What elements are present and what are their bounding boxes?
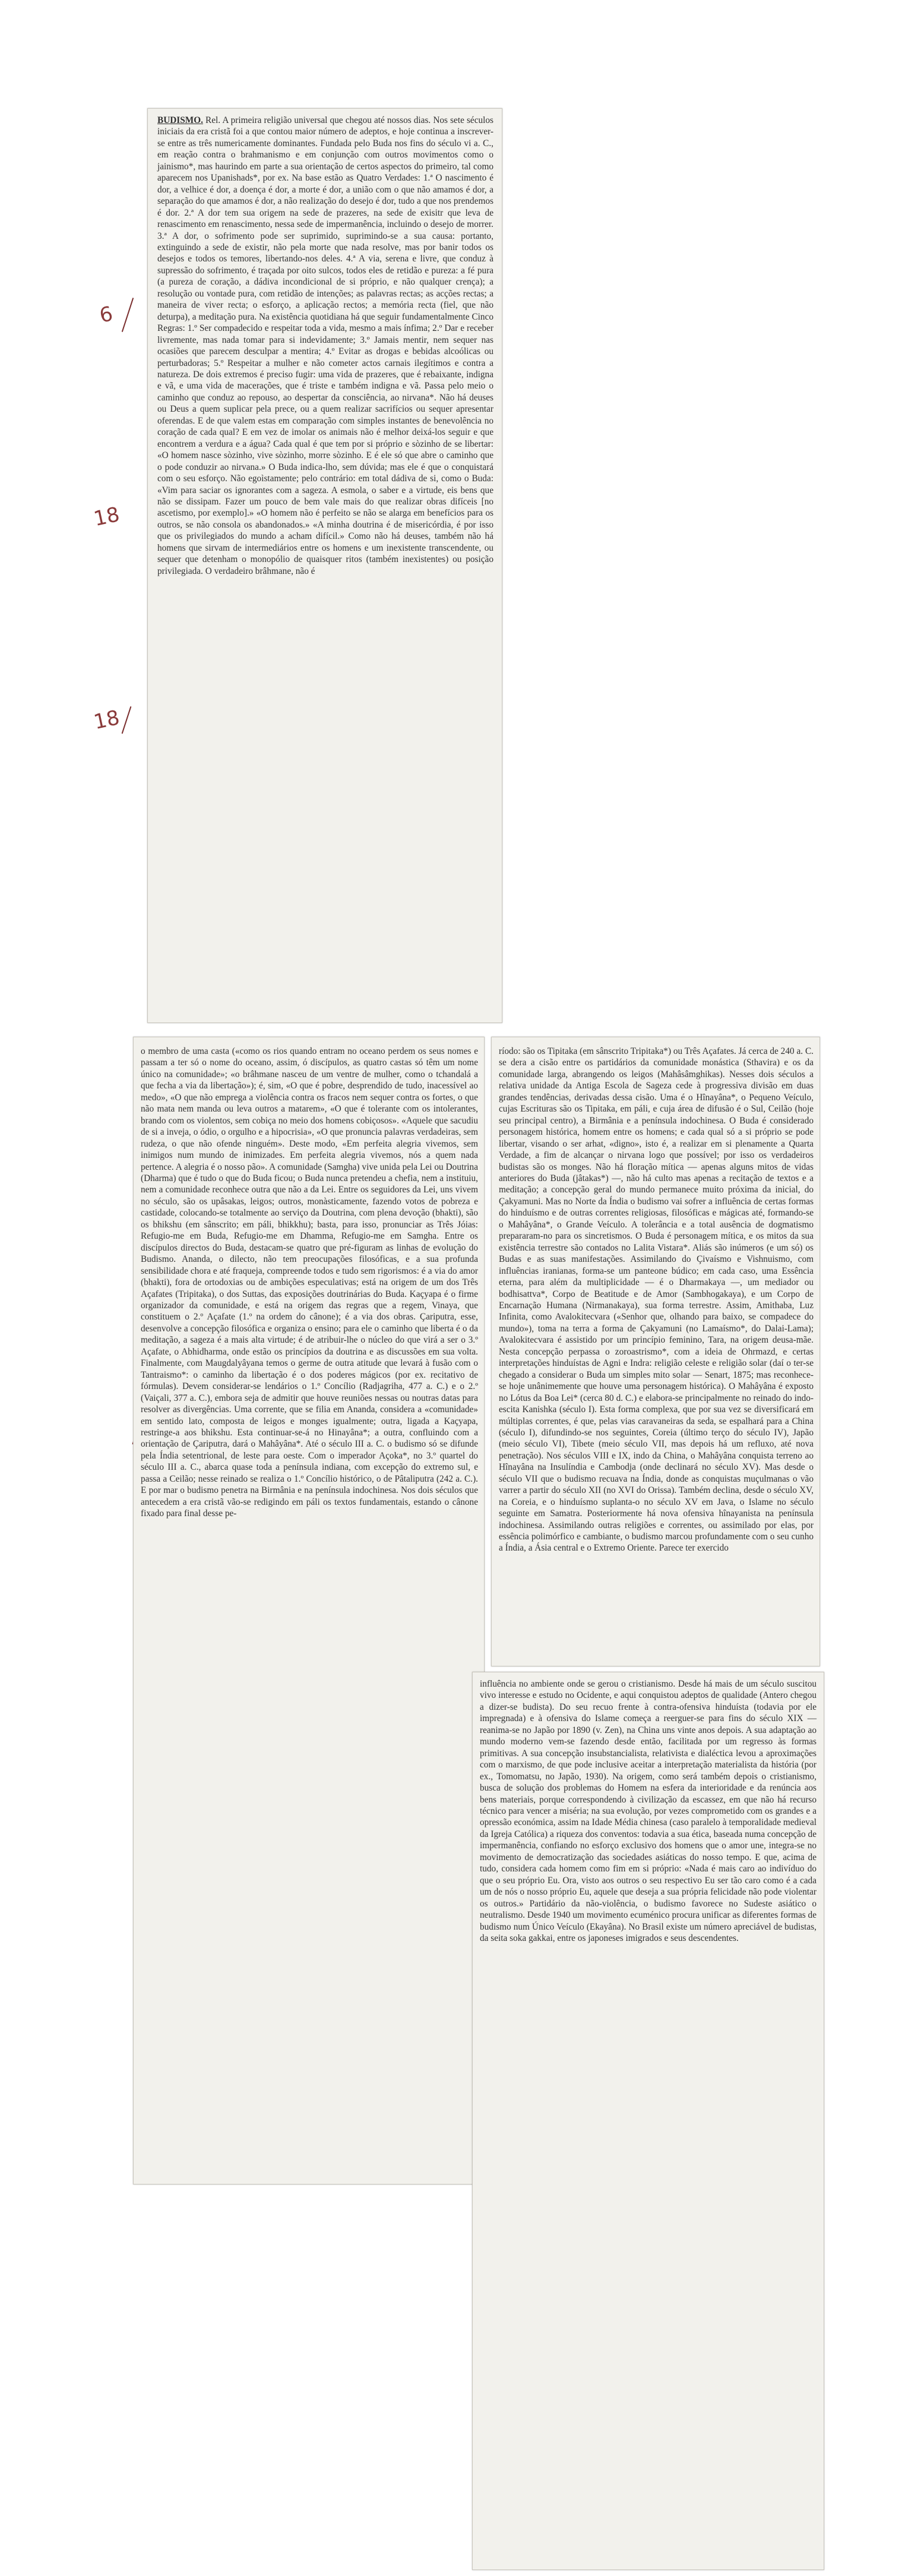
margin-stroke-1 xyxy=(122,298,134,332)
entry-paragraph-middle: ríodo: são os Tipitaka (em sânscrito Tripitaka*) ou Três Açafates. Já cerca de 240 a. C. se dera a cisão entre os partidários da comunidade monástica (Sthavira) e os da comunidade larga, abrangendo os leigos (Mahâsâmghikas). Nesses dois séculos a relativa unidade da Antiga Escola de Sageza cede à progressiva divisão em duas grandes tendências, derivadas dessa cisão. Uma é o Hînayâna*, o Pequeno Veículo, cujas Escrituras são os Tipitaka, em páli, e cuja área de difusão é o Sul, Ceilão (hoje seu principal centro), a Birmânia e a península indochinesa. O Buda é considerado personagem histórica, homem entre os homens; e cada qual só a si próprio se pode libertar, visando o ser arhat, «digno», isto é, a realizar em si plenamente a Quarta Verdade, a fim de alcançar o nirvana logo que possível; por isso os verdadeiros budistas são os monges. Não há floração mítica — apenas alguns mitos de vidas anteriores do Buda (jâtakas*) —, não há culto mas apenas a recitação de textos e a meditação; a concepção geral do mundo permanece muito próxima da inicial, do Çakyamuni. Mas no Norte da Índia o budismo vai sofrer a influência de certas formas do hinduísmo e de outras correntes religiosas, filosóficas e mágicas até, formando-se o Mahâyâna*, o Grande Veículo. A tolerância e a total ausência de dogmatismo prepararam-no para os sincretismos. O Buda é personagem mítica, e os mitos da sua existência terrestre são contados no Lalita Vistara*. Aliás são inúmeros (e um só) os Budas e as suas manifestações. Assimilando do Çivaísmo e Vishnuismo, com influências iranianas, forma-se um panteone búdico; em cada caso, uma Essência eterna, para além da multiplicidade — é o Dharmakaya —, um mediador ou bodhisattva*, Corpo de Beatitude e de Amor (Sambhogakaya), e um Corpo de Encarnação Humana (Nirmanakaya), sua forma terrestre. Assim, Amithaba, Luz Infinita, como Avalokitecvara («Senhor que, olhando para baixo, se compadece do mundo»), toma na terra a forma de Çakyamuni (no Lamaísmo*, do Dalai-Lama); Avalokitecvara é assistido por um princípio feminino, Tara, na origem deusa-mãe. Nesta concepção perpassa o zoroastrismo*, com a ideia de Ohrmazd, e certas interpretações hinduístas de Agni e Indra: religião celeste e religião solar (daí o ter-se chegado a considerar o Buda um simples mito solar — Senart, 1875; mas reconhece-se hoje unânimemente que houve uma personagem histórica). O Mahâyâna é exposto no Lótus da Boa Lei* (cerca 80 d. C.) e elabora-se principalmente no reinado do indo-escita Kanishka (século I). Esta forma complexa, que por sua vez se diversificará em múltiplas correntes, é que, pelas vias caravaneiras da seda, se espalhará para a China (século I), difundindo-se nos seguintes, Coreia (último terço do século IV), Japão (meio século VI), Tibete (meio século VII, mas depois há um refluxo, até nova penetração). Nos séculos VIII e IX, indo da China, o Mahâyâna conquista terreno ao Hînayâna na Insulíndia e Cambodja (onde declinará no século XV). Mas desde o século VII que o budismo recuava na Índia, donde as conquistas muçulmanas o vão varrer a partir do século XII (no XVI do Orissa). Também declina, desde o século XV, na Coreia, e o hinduísmo suplanta-o no século XV em Java, o Islame no século seguinte em Samatra. Posteriormente há nova ofensiva hînayanista na península indochinesa. Assimilando outras religiões e correntes, ou assimilado por elas, por essência polimórfico e cambiante, o budismo marcou profundamente com o seu cunho a Índia, a Ásia central e o Extremo Oriente. Parece ter exercido xyxy=(499,1046,814,1554)
margin-stroke-2 xyxy=(122,706,132,734)
margin-note-3: 18 xyxy=(91,705,122,735)
clipping-middle xyxy=(491,1037,820,1666)
margin-note-2: 18 xyxy=(91,502,122,532)
clipping-bottom xyxy=(472,1672,824,2570)
entry-paragraph-left: o membro de uma casta («como os rios quando entram no oceano perdem os seus nomes e passam a ter só o nome do oceano, assim, ó discípulos, as quatro castas só têm um nome único na comunidade»; «o brâhmane nasceu de um ventre de mulher, como o tchandalá a que fecha a via da libertação»); é, sim, «O que é pobre, desprendido de tudo, inacessível ao medo», «O que não emprega a violência contra os fracos nem sequer contra os fortes, o que não mata nem manda ou leva outros a matarem», «O que é tolerante com os intolerantes, brando com os violentos, sem cobiça no meio dos homens cobiçosos». «Aquele que sacudiu de si a inveja, o ódio, o orgulho e a hipocrisia», «O que pronuncia palavras verdadeiras, sem rudeza, o que não ofende ninguém». Deste modo, «Em perfeita alegria vivemos, sem inimigos num mundo de inimizades. Em perfeita alegria vivemos, nós a quem nada pertence. A alegria é o nosso pão». A comunidade (Samgha) vive unida pela Lei ou Doutrina (Dharma) que é tudo o que do Buda ficou; o Buda nunca pretendeu a chefia, nem a instituiu, nem a comunidade reconhece outra que não a da Lei. Entre os seguidores da Lei, uns vivem no século, são os upâsakas, leigos; outros, monàsticamente, fazendo votos de pobreza e castidade, colocando-se totalmente ao serviço da Doutrina, com plena devoção (bhakti), são os bhikshu (em sânscrito; em páli, bhikkhu); basta, para isso, pronunciar as Três Jóias: Refugio-me em Buda, Refugio-me em Dhamma, Refugio-me em Samgha. Entre os discípulos directos do Buda, destacam-se quatro que pré-figuram as linhas de evolução do Budismo. Ananda, o dilecto, não tem preocupações filosóficas, e a sua profunda sensibilidade chora e até fraqueja, compreende todos e tudo sem rigorismos: é a via do amor (bhakti), fora de ortodoxias ou de ambições especulativas; está na origem de um dos Três Açafates (Tripitaka), o dos Suttas, das exposições doutrinárias do Buda. Kaçyapa é o firme organizador da comunidade, e está na origem das regras que a regem, Vinaya, que constituem o 2.º Açafate (1.º na ordem do cânone); é a via dos obras. Çariputra, esse, desenvolve a concepção filosófica e organiza o ensino; para ele o caminho que liberta é o da meditação, a sageza é a mais alta virtude; é de atribuir-lhe o núcleo do que virá a ser o 3.º Açafate, o Abhidharma, onde estão os princípios da doutrina e as discussões em sua volta. Finalmente, com Maugdalyâyana temos o germe de outra atitude que levará à fusão com o Tantraismo*: o caminho da libertação é o dos poderes mágicos (por ex. recitativo de fórmulas). Devem considerar-se lendários o 1.º Concílio (Radjagriha, 477 a. C.) e o 2.º (Vaiçali, 377 a. C.), embora seja de admitir que houve reuniões nessas ou noutras datas para resolver as divergências. Uma corrente, que se filia em Ananda, considera a «comunidade» em sentido lato, composta de leigos e monges igualmente; outra, ligada a Kaçyapa, restringe-a aos bhikshu. Esta continuar-se-á no Hinayâna*; a outra, confluindo com a orientação de Çariputra, dará o Mahâyâna*. Até o século III a. C. o budismo só se difunde pela Índia setentrional, de leste para oeste. Com o imperador Açoka*, no 3.º quartel do século III a. C., abarca quase toda a península indiana, com excepção do extremo sul, e passa a Ceilão; nesse reinado se realiza o 1.º Concílio histórico, o de Pâtaliputra (242 a. C.). E por mar o budismo penetra na Birmânia e na península indochinesa. Nos dois séculos que antecedem a era cristã vão-se redigindo em páli os textos fundamentais, estando o cânone fixado para final desse pe- xyxy=(141,1046,478,1519)
entry-paragraph-bottom: influência no ambiente onde se gerou o cristianismo. Desde há mais de um século suscitou vivo interesse e estudo no Ocidente, e aqui conquistou adeptos de qualidade (Antero chegou a dizer-se budista). Do seu recuo frente à contra-ofensiva hinduísta (todavia por ele impregnada) e à ofensiva do Islame começa a reerguer-se para fins do século XIX — reanima-se no Japão por 1890 (v. Zen), na China uns vinte anos depois. A sua adaptação ao mundo moderno vem-se fazendo desde então, facilitada por um regresso às formas primitivas. A sua concepção insubstancialista, relativista e dialéctica levou a aproximações com o marxismo, de que pode inclusive aceitar a interpretação materialista da história (por ex., Tomomatsu, no Japão, 1930). Na origem, como será também depois o cristianismo, busca de solução dos problemas do Homem na esfera da interioridade e da renúncia aos bens materiais, porque correspondendo à civilização da escassez, em que não há recurso técnico para vencer a miséria; na sua evolução, por vezes comprometido com os grandes e a opressão económica, assim na Idade Média chinesa (caso paralelo à temporalidade medieval da Igreja Católica) a riqueza dos conventos: todavia a sua ética, baseada numa concepção de impermanência, confiando no esforço exclusivo dos homens que o amor une, integra-se no movimento de democratização das sociedades asiáticas do nosso tempo. E que, acima de tudo, considera cada homem como fim em si próprio: «Nada é mais caro ao indivíduo do que o seu próprio Eu. Ora, visto aos outros o seu respectivo Eu ser tão caro como é a cada um de nós o nosso próprio Eu, aquele que deseja a sua própria felicidade não pode violentar os outros.» Partidário da não-violência, o budismo favorece no Sudeste asiático o neutralismo. Desde 1940 um movimento ecuménico procura unificar as diferentes formas de budismo num Único Veículo (Ekayâna). No Brasil existe um número apreciável de budistas, da seita soka gakkai, entre os japoneses imigrados e seus descendentes. xyxy=(480,1679,817,1943)
entry-paragraph-top xyxy=(157,115,493,577)
clipping-top xyxy=(147,108,502,1023)
clipping-left xyxy=(133,1037,485,2184)
entry-text-top: Rel. A primeira religião universal que chegou até nossos dias. Nos sete séculos iniciais da era cristã foi a que contou maior número de adeptos, e hoje continua a inscrever-se entre as três numericamente dominantes. Fundada pelo Buda nos fins do século vi a. C., em reação contra o brahmanismo e em conjunção com outros movimentos como o jainismo*, mas haurindo em parte a sua orientação de certos aspectos do primeiro, tal como aparecem nos Upanishads*, por ex. Na base estão as Quatro Verdades: 1.ª O nascimento é dor, a velhice é dor, a doença é dor, a morte é dor, a união com o que não amamos é dor, a separação do que amamos é dor, a não realização do desejo é dor, tudo a que nos prendemos é dor. 2.ª A dor tem sua origem na sede de prazeres, na sede de exisitr que leva de renascimento em renascimento, nessa sede de impermanência, incluindo o desejo de morrer. 3.ª A dor, o sofrimento pode ser suprimido, suprimindo-se a sua causa: portanto, extinguindo a sede de existir, não pela morte que nada resolve, mas por banir todos os desejos e todos os temores, libertando-nos deles. 4.ª A via, serena e livre, que conduz à supressão do sofrimento, é traçada por oito sulcos, todos eles de retidão e pureza: a fé pura (a pureza de coração, a dádiva incondicional de si próprio, e não qualquer crença); a resolução ou vontade pura, com retidão de intenções; as palavras rectas; as acções rectas; a maneira de viver recta; o esforço, a aplicação rectos; a memória recta (fiel, que não deturpa), a meditação pura. Na existência quotidiana há que seguir fundamentalmente Cinco Regras: 1.º Ser compadecido e respeitar toda a vida, mesmo a mais ínfima; 2.º Dar e receber livremente, mas nada tomar para si indevidamente; 3.º Jamais mentir, nem sequer nas ocasiões que parecem desculpar a mentira; 4.º Evitar as drogas e bebidas alcoólicas ou perturbadoras; 5.º Respeitar a mulher e não cometer actos carnais ilegítimos e contra a natureza. De dois extremos é preciso fugir: uma vida de prazeres, que é rebaixante, indigna e vã, e uma vida de macerações, que é triste e também indigna e vã. Passa pelo meio o caminho que conduz ao repouso, ao despertar da consciência, ao nirvana*. Não há deuses ou Deus a quem suplicar pela prece, ou a quem realizar sacrifícios ou sequer apresentar oferendas. E de que valem estas em comparação com simples instantes de benevolência no coração de cada qual? E em vez de imolar os animais não é melhor deixá-los seguir e que encontrem a verdura e a água? Cada qual é que tem por si próprio e sòzinho de se libertar: «O homem nasce sòzinho, vive sòzinho, morre sòzinho. E é ele só que abre o caminho que o pode conduzir ao nirvana.» O Buda indica-lho, sem dúvida; mas ele é que o conquistará com o seu esforço. Não egoìstamente; pelo contrário: em total dádiva de si, como o Buda: «Vim para saciar os ignorantes com a sageza. A esmola, o saber e a virtude, eis bens que não se dissipam. Fazer um pouco de bem vale mais do que realizar obras difíceis [no ascetismo, por exemplo].» «O homem não é perfeito se não se alarga em benefícios para os outros, se não consola os abandonados.» «A minha doutrina é de misericórdia, é por isso que os privilegiados do mundo a acham difícil.» Como não há deuses, também não há homens que sirvam de intermediários entre os homens e um inexistente transcendente, ou sequer que detenham o monopólio de quaisquer ritos (também inexistentes) ou posição privilegiada. O verdadeiro brâhmane, não é xyxy=(157,115,493,576)
margin-note-1: 6 xyxy=(97,302,115,328)
entry-head: BUDISMO. xyxy=(157,115,203,125)
margin-note-4: ​ xyxy=(114,1425,119,1442)
